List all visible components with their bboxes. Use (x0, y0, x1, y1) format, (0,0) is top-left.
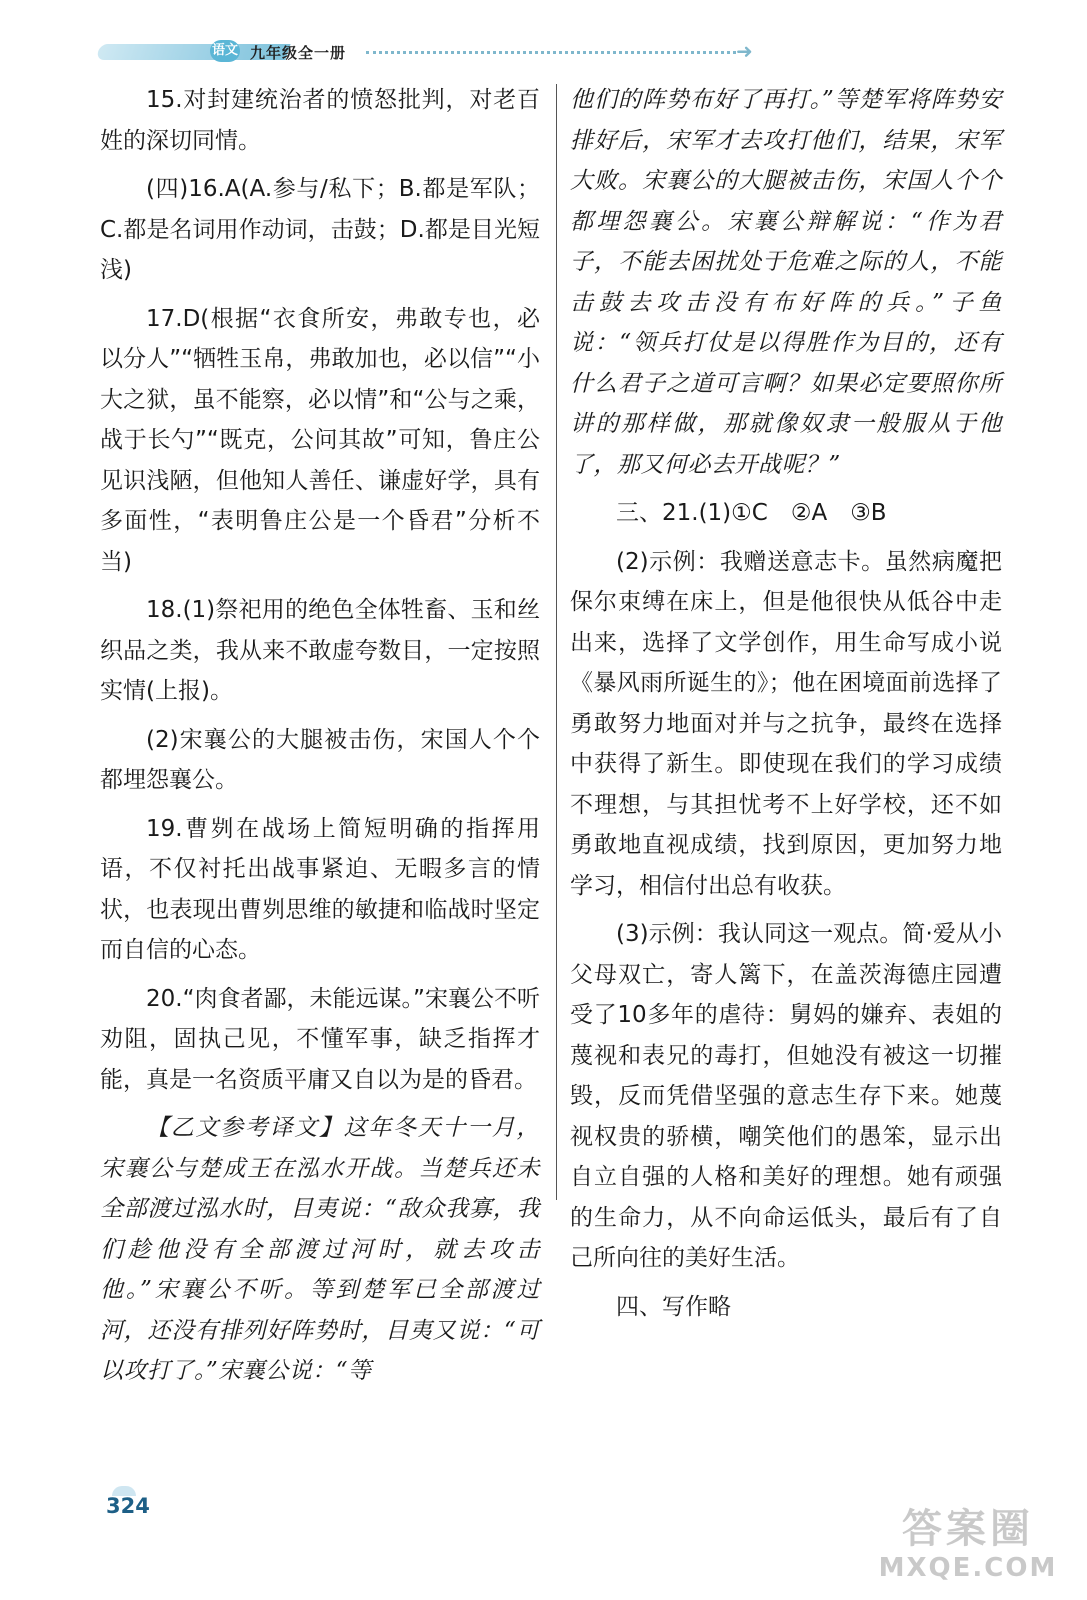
answer-paragraph: 18.(1)祭祀用的绝色全体牲畜、玉和丝织品之类，我从来不敢虚夸数目，一定按照实情(上报)。 (100, 597, 540, 704)
header-dotted-line (366, 51, 736, 54)
answer-paragraph: 20.“肉食者鄙，未能远谋。”宋襄公不听劝阻，固执己见，不懂军事，缺乏指挥才能，真是一名资质平庸又自以为是的昏君。 (100, 985, 540, 1093)
answer-paragraph: 15.对封建统治者的愤怒批判，对老百姓的深切同情。 (100, 87, 540, 154)
answer-paragraph: 【乙文参考译文】这年冬天十一月，宋襄公与楚成王在泓水开战。当楚兵还未全部渡过泓水时，目夷说：“敌众我寡，我们趁他没有全部渡过河时，就去攻击他。”宋襄公不听。等到楚军已全部渡过河，还没有排列好阵势时，目夷又说：“可以攻打了。”宋襄公说：“等 (100, 1115, 540, 1384)
right-column (570, 80, 1002, 1335)
subject-badge: 语文 (210, 40, 240, 62)
book-title: 九年级全一册 (250, 44, 347, 62)
answer-paragraph: 19.曹刿在战场上简短明确的指挥用语，不仅衬托出战事紧迫、无暇多言的情状，也表现出曹刿思维的敏捷和临战时坚定而自信的心态。 (100, 815, 540, 963)
page-header (98, 34, 778, 74)
arrow-right-icon: ➜ (736, 39, 753, 63)
watermark-url: MXQE.COM (878, 1553, 1058, 1583)
answer-paragraph: (3)示例：我认同这一观点。简·爱从小父母双亡，寄人篱下，在盖茨海德庄园遭受了10多年的虐待：舅妈的嫌弃、表姐的蔑视和表兄的毒打，但她没有被这一切摧毁，反而凭借坚强的意志生存下来。她蔑视权贵的骄横，嘲笑他们的愚笨，显示出自立自强的人格和美好的理想。她有顽强的生命力，从不向命运低头，最后有了自己所向往的美好生活。 (570, 921, 1002, 1271)
left-column (100, 80, 540, 1400)
answer-paragraph: 三、21.(1)①C ②A ③B (616, 500, 887, 526)
answer-paragraph: (2)宋襄公的大腿被击伤，宋国人个个都埋怨襄公。 (100, 726, 540, 793)
watermark (868, 1505, 1068, 1595)
answer-paragraph: (四)16.A(A.参与/私下；B.都是军队；C.都是名词用作动词，击鼓；D.都是目光短浅) (100, 176, 540, 283)
answer-paragraph: 17.D(根据“衣食所安，弗敢专也，必以分人”“牺牲玉帛，弗敢加也，必以信”“小大之狱，虽不能察，必以情”和“公与之乘，战于长勺”“既克，公问其故”可知，鲁庄公见识浅陋，但他知人善任、谦虚好学，具有多面性，“表明鲁庄公是一个昏君”分析不当) (100, 305, 540, 575)
page-number: 324 (106, 1494, 150, 1518)
column-divider (556, 84, 557, 1200)
answer-paragraph: 四、写作略 (616, 1293, 731, 1320)
answer-paragraph: (2)示例：我赠送意志卡。虽然病魔把保尔束缚在床上，但是他很快从低谷中走出来，选择了文学创作，用生命写成小说《暴风雨所诞生的》；他在困境面前选择了勇敢努力地面对并与之抗争，最终在选择中获得了新生。即使现在我们的学习成绩不理想，与其担忧考不上好学校，还不如勇敢地直视成绩，找到原因，更加努力地学习，相信付出总有收获。 (570, 548, 1002, 899)
watermark-logo: 答案圈 (902, 1506, 1034, 1552)
answer-paragraph: 他们的阵势布好了再打。”等楚军将阵势安排好后，宋军才去攻打他们，结果，宋军大败。宋襄公的大腿被击伤，宋国人个个都埋怨襄公。宋襄公辩解说：“作为君子，不能去困扰处于危难之际的人，不能击鼓去攻击没有布好阵的兵。”子鱼说：“领兵打仗是以得胜作为目的，还有什么君子之道可言啊？如果必定要照你所讲的那样做，那就像奴隶一般服从于他了，那又何必去开战呢？” (570, 87, 1002, 478)
